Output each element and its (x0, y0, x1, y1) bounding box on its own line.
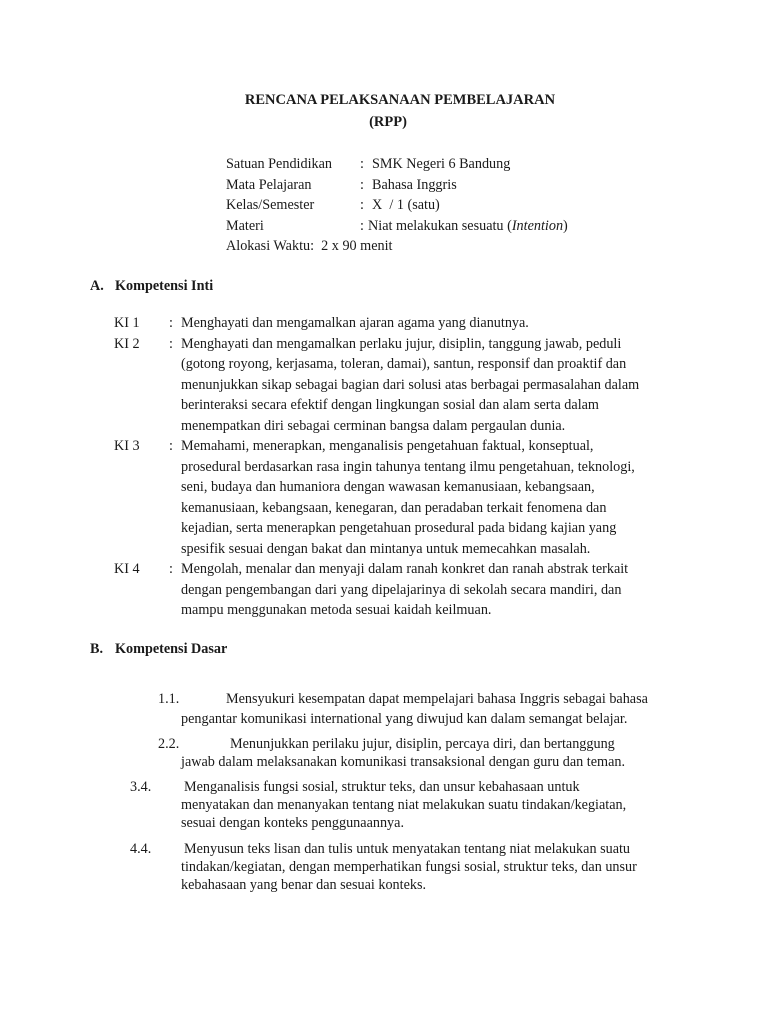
kd-line: pengantar komunikasi international yang diwujud kan dalam semangat belajar. (181, 711, 628, 727)
ki-code: KI 1 (114, 315, 140, 331)
ki-line: kemanusiaan, kebangsaan, kenegaran, dan peradaban terkait fenomena dan (181, 499, 607, 516)
identity-row-materi (226, 216, 568, 237)
identity-separator: : (360, 176, 364, 193)
identity-label: Mata Pelajaran (226, 176, 312, 193)
identity-label: Kelas/Semester (226, 197, 315, 213)
identity-row-satuan (226, 154, 511, 175)
kd-line: menyatakan dan menanyakan tentang niat melakukan suatu tindakan/kegiatan, (181, 797, 627, 813)
ki-line: (gotong royong, kerjasama, toleran, damai), santun, responsif dan proaktif dan (181, 356, 627, 372)
ki-item-4 (114, 559, 674, 621)
ki-colon: : (169, 315, 173, 331)
section-letter: A. (90, 278, 104, 294)
identity-value: SMK Negeri 6 Bandung (372, 156, 511, 172)
section-heading-b (90, 641, 227, 658)
section-heading-a (90, 278, 213, 295)
materi-value-prefix: Niat melakukan sesuatu ( (368, 217, 512, 234)
document-title: RENCANA PELAKSANAAN PEMBELAJARAN (244, 92, 556, 108)
kd-line: kebahasaan yang benar dan sesuai konteks. (181, 877, 427, 893)
ki-text (181, 436, 674, 559)
materi-value-suffix: ) (563, 217, 568, 234)
ki-line: mampu menggunakan metoda sesuai kaidah keilmuan. (181, 602, 492, 618)
identity-label: Materi (226, 217, 264, 234)
kd-number: 2.2. (158, 736, 180, 752)
ki-line: Memahami, menerapkan, menganalisis pengetahuan faktual, konseptual, (181, 438, 594, 454)
section-title: Kompetensi Dasar (115, 641, 228, 657)
kd-first-line: Menyusun teks lisan dan tulis untuk menyatakan tentang niat melakukan suatu (184, 841, 631, 857)
identity-value: 2 x 90 menit (321, 238, 393, 254)
kd-line: tindakan/kegiatan, dengan memperhatikan fungsi sosial, struktur teks, dan unsur (181, 859, 637, 875)
ki-text (181, 313, 674, 334)
ki-code: KI 4 (114, 561, 140, 577)
ki-line: menunjukkan sikap sebagai bagian dari solusi atas berbagai permasalahan dalam (181, 376, 640, 393)
ki-text (181, 559, 674, 621)
section-letter: B. (90, 641, 104, 657)
ki-colon: : (169, 335, 173, 352)
ki-line: kejadian, serta menerapkan pengetahuan prosedural pada bidang kajian yang (181, 520, 617, 536)
materi-value-italic: Intention (511, 217, 564, 234)
kd-first-line: Menganalisis fungsi sosial, struktur teks, dan unsur kebahasaan untuk (184, 779, 580, 795)
document-subtitle: (RPP) (369, 114, 407, 130)
ki-item-1 (114, 313, 674, 334)
identity-separator: : (360, 217, 364, 234)
ki-line: berinteraksi secara efektif dengan lingkungan sosial dan alam serta dalam (181, 397, 599, 413)
kd-line: jawab dalam melaksanakan komunikasi transaksional dengan guru dan teman. (181, 754, 626, 770)
ki-item-3 (114, 436, 674, 559)
ki-line: seni, budaya dan humaniora dengan wawasan kemanusiaan, kebangsaan, (181, 479, 595, 495)
kd-number: 4.4. (130, 841, 152, 857)
ki-item-2 (114, 334, 674, 437)
ki-line: Mengolah, menalar dan menyaji dalam ranah konkret dan ranah abstrak terkait (181, 561, 629, 577)
ki-line: prosedural berdasarkan rasa ingin tahunya tentang ilmu pengetahuan, teknologi, (181, 458, 635, 475)
kd-number: 1.1. (158, 691, 180, 707)
ki-code: KI 2 (114, 335, 140, 352)
identity-block (226, 154, 568, 257)
identity-row-mapel (226, 175, 457, 196)
ki-line: dengan pengembangan dari yang dipelajarinya di sekolah secara mandiri, dan (181, 581, 622, 598)
ki-colon: : (169, 438, 173, 454)
identity-value (368, 216, 568, 237)
ki-line: spesifik sesuai dengan bakat dan mintanya untuk memecahkan masalah. (181, 540, 591, 557)
identity-label: Satuan Pendidikan (226, 156, 332, 172)
identity-separator: : (360, 156, 364, 172)
ki-code: KI 3 (114, 438, 140, 454)
ki-line: Menghayati dan mengamalkan ajaran agama yang dianutnya. (181, 315, 529, 331)
identity-value: X / 1 (satu) (372, 197, 440, 213)
ki-colon: : (169, 561, 173, 577)
ki-line: Menghayati dan mengamalkan perlaku jujur, disiplin, tanggung jawab, peduli (181, 335, 622, 352)
section-title: Kompetensi Inti (115, 278, 214, 294)
identity-value: Bahasa Inggris (372, 176, 457, 193)
kd-first-line: Mensyukuri kesempatan dapat mempelajari bahasa Inggris sebagai bahasa (226, 691, 648, 707)
identity-row-alokasi (226, 236, 392, 257)
kd-line: sesuai dengan konteks penggunaannya. (181, 815, 404, 831)
identity-label: Alokasi Waktu: (226, 238, 315, 254)
ki-line: menempatkan diri sebagai cerminan bangsa dalam pergaulan dunia. (181, 417, 566, 434)
kd-number: 3.4. (130, 779, 152, 795)
identity-separator: : (360, 197, 364, 213)
kd-first-line: Menunjukkan perilaku jujur, disiplin, percaya diri, dan bertanggung (230, 736, 615, 752)
ki-text (181, 334, 674, 437)
identity-row-kelas (226, 195, 440, 216)
